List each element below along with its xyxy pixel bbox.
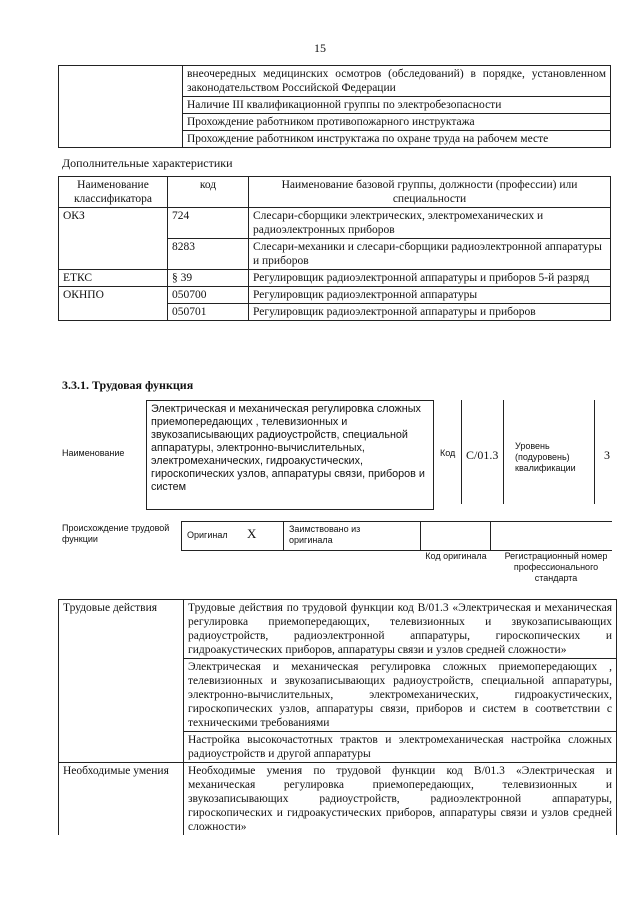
requirement-item: внеочередных медицинских осмотров (обследований) в порядке, установленном законодательством Российской Федерации: [183, 66, 611, 97]
name-cell: Слесари-сборщики электрических, электромеханических и радиоэлектронных приборов: [249, 208, 611, 239]
function-name-box: [146, 400, 434, 510]
original-mark: X: [247, 526, 257, 541]
table-row: [59, 763, 617, 836]
skill-item: Необходимые умения по трудовой функции код В/01.3 «Электрическая и механическая регулировка приемопередающих, телевизионных и звукозаписывающих радиоустройств, радиоэлектронной аппаратуры, гироскопических и гидроакустических приборов, аппаратуры связи и узлов средней сложности»: [184, 763, 617, 836]
name-cell: Регулировщик радиоэлектронной аппаратуры и приборов: [249, 304, 611, 321]
extra-title: Дополнительные характеристики: [62, 156, 233, 170]
function-name-text: Электрическая и механическая регулировка сложных приемопередающих , телевизионных и звукозаписывающих радиоустройств, специальной аппаратуры, электронно-вычислительных, электромеханических, гидроакустических, гироскопических узлов, аппаратуры связи, приборов и систем: [151, 403, 425, 493]
name-cell: Регулировщик радиоэлектронной аппаратуры: [249, 287, 611, 304]
section-title: 3.3.1. Трудовая функция: [62, 378, 194, 392]
code-label: Код: [440, 448, 456, 458]
divider: [594, 400, 595, 504]
code-value-box: [461, 400, 504, 504]
actions-skills-table: [58, 599, 617, 835]
name-cell: Регулировщик радиоэлектронной аппаратуры и приборов 5-й разряд: [249, 270, 611, 287]
extra-characteristics-table: [58, 176, 611, 321]
divider: [283, 521, 284, 550]
classifier-cell: ЕТКС: [59, 270, 168, 287]
divider: [420, 521, 421, 550]
borrowed-label: Заимствовано из оригинала: [289, 524, 361, 545]
action-item: Трудовые действия по трудовой функции код В/01.3 «Электрическая и механическая регулировка приемопередающих, телевизионных и звукозаписывающих радиоустройств, радиоэлектронной аппаратуры, гироскопических и гидроакустических приборов, аппаратуры связи и узлов средней сложности»: [184, 600, 617, 659]
level-label: Уровень (подуровень) квалификации: [515, 441, 576, 473]
table-row: [59, 66, 611, 97]
requirement-item: Прохождение работником противопожарного инструктажа: [183, 114, 611, 131]
name-label: Наименование: [62, 448, 125, 458]
reg-caption: Регистрационный номер профессионального стандарта: [504, 551, 608, 583]
code-caption: Код оригинала: [425, 551, 487, 561]
column-header: Наименование базовой группы, должности (профессии) или специальности: [249, 177, 611, 208]
table-row: [59, 270, 611, 287]
actions-label: Трудовые действия: [59, 600, 184, 763]
code-cell: 724: [168, 208, 249, 239]
requirement-item: Наличие III квалификационной группы по электробезопасности: [183, 97, 611, 114]
code-value: C/01.3: [466, 448, 499, 462]
skills-label: Необходимые умения: [59, 763, 184, 836]
table-row: [59, 287, 611, 304]
original-label: Оригинал: [187, 530, 228, 540]
code-cell: § 39: [168, 270, 249, 287]
code-cell: 8283: [168, 239, 249, 270]
name-cell: Слесари-механики и слесари-сборщики радиоэлектронной аппаратуры и приборов: [249, 239, 611, 270]
page-number: 15: [314, 41, 326, 55]
level-value: 3: [604, 448, 610, 462]
table-row: [59, 208, 611, 239]
column-header: код: [168, 177, 249, 208]
origin-label: Происхождение трудовой функции: [62, 523, 170, 544]
requirements-table: [58, 65, 611, 148]
code-cell: 050701: [168, 304, 249, 321]
classifier-cell: ОКЗ: [59, 208, 168, 270]
divider: [503, 400, 504, 504]
column-header: Наименование классификатора: [59, 177, 168, 208]
table-header-row: [59, 177, 611, 208]
requirement-item: Прохождение работником инструктажа по охране труда на рабочем месте: [183, 131, 611, 148]
action-item: Электрическая и механическая регулировка сложных приемопередающих , телевизионных и звукозаписывающих радиоустройств, специальной аппаратуры, электронно-вычислительных, электромеханических, гидроакустических, гироскопических узлов, аппаратуры связи, приборов и систем в соответствии с техническими требованиями: [184, 659, 617, 732]
code-cell: 050700: [168, 287, 249, 304]
divider: [490, 521, 491, 550]
action-item: Настройка высокочастотных трактов и электромеханическая настройка сложных радиоустройств и другой аппаратуры: [184, 732, 617, 763]
table-row: [59, 600, 617, 659]
requirements-label-cell: [59, 66, 183, 148]
classifier-cell: ОКНПО: [59, 287, 168, 321]
